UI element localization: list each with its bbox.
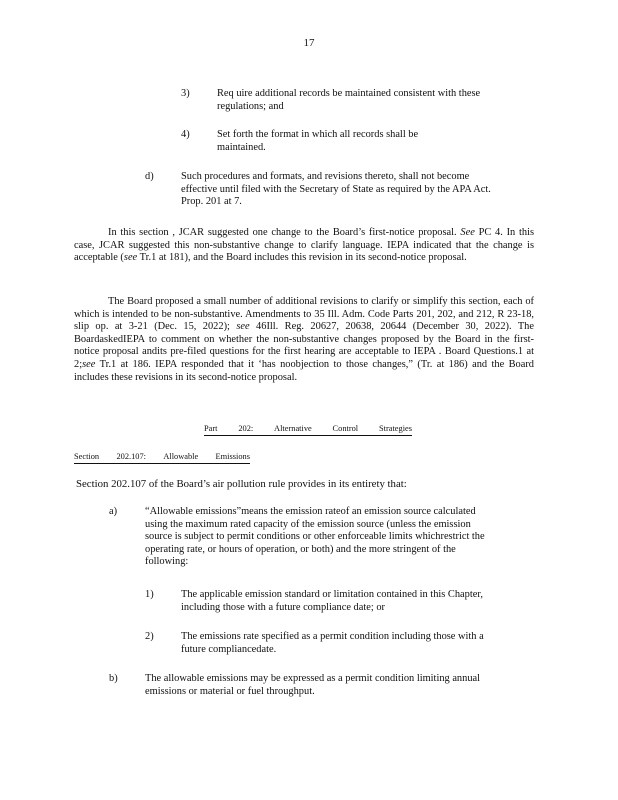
paragraph-text: 46Ill. Reg. 20627, 20638, 20644 (December 30, 2022). The BoardaskedIEPA to comment on whether the non-substantive changes proposed by the Board in the first-notice proposal andits pre-filed questions for the first hearing are acceptable to IEPA . Board Questions.1 at 2; — [74, 321, 534, 370]
heading-word: Allowable — [163, 452, 199, 461]
list-item-text: The applicable emission standard or limitation contained in this Chapter, including those with a future compliance date; or — [181, 589, 483, 613]
paragraph-jcar — [74, 227, 534, 265]
list-item-number: 2) — [145, 631, 154, 642]
heading-word: 202.107: — [116, 452, 146, 461]
list-item-number: b) — [109, 673, 118, 684]
citation-signal: see — [236, 321, 250, 333]
heading-word: Alternative — [274, 424, 312, 433]
list-item-text: The emissions rate specified as a permit condition including those with a future compliancedate. — [181, 631, 484, 655]
paragraph-board — [74, 296, 534, 384]
list-item-text: “Allowable emissions”means the emission rateof an emission source calculated using the maximum rated capacity of the emission source (unless the emission source is subject to permit conditions or other enforceable limits whichrestrict the operating rate, or hours of operation, or both) and the more stringent of the following: — [145, 506, 485, 568]
citation-signal: see — [82, 358, 96, 370]
citation-signal: See — [460, 227, 475, 238]
part-heading — [204, 423, 412, 436]
list-item-text: Such procedures and formats, and revisions thereto, shall not become effective until filed with the Secretary of State as required by the APA Act. Prop. 201 at 7. — [181, 171, 491, 208]
list-item-number: 4) — [181, 129, 190, 140]
paragraph-text: PC 4. In this case, JCAR suggested this non-substantive change to clarify language. IEPA indicated that the change is acceptable ( — [74, 227, 535, 264]
list-item-text: Req uire additional records be maintained consistent with these regulations; and — [217, 88, 481, 112]
heading-word: Section — [74, 452, 100, 461]
paragraph-text: Tr.1 at 186. IEPA responded that it ‘has noobjection to those changes,” (Tr. at 186) and the Board includes these revisions in its second-notice proposal. — [74, 358, 534, 383]
paragraph-text: Tr.1 at 181), and the Board includes this revision in its second-notice proposal. — [139, 252, 467, 264]
paragraph-text: In this section , JCAR suggested one change to the Board’s first-notice proposal. — [108, 227, 457, 238]
list-item-number: 3) — [181, 88, 190, 99]
section-heading — [74, 451, 250, 464]
citation-signal: see — [123, 252, 138, 264]
list-item-number: a) — [109, 506, 118, 517]
list-item-number: d) — [145, 171, 154, 182]
heading-word: Control — [332, 424, 359, 433]
heading-word: Part — [204, 424, 218, 433]
page-number: 17 — [303, 37, 315, 49]
heading-word: Strategies — [378, 424, 412, 433]
list-item-number: 1) — [145, 589, 154, 600]
paragraph-text: The Board proposed a small number of additional revisions to clarify or simplify this section, each of which is intended to be non-substantive. Amendments to 35 Ill. Adm. Code Parts 201, 202, and 212, R 23-18, slip op. at 3-21 (Dec. 15, 2022); — [74, 296, 534, 333]
list-item-text: Set forth the format in which all records shall be maintained. — [217, 129, 419, 153]
section-intro: Section 202.107 of the Board’s air pollution rule provides in its entirety that: — [76, 478, 407, 490]
heading-word: 202: — [238, 424, 254, 433]
heading-word: Emissions — [215, 452, 250, 461]
list-item-text: The allowable emissions may be expressed as a permit condition limiting annual emissions or material or fuel throughput. — [145, 673, 481, 697]
